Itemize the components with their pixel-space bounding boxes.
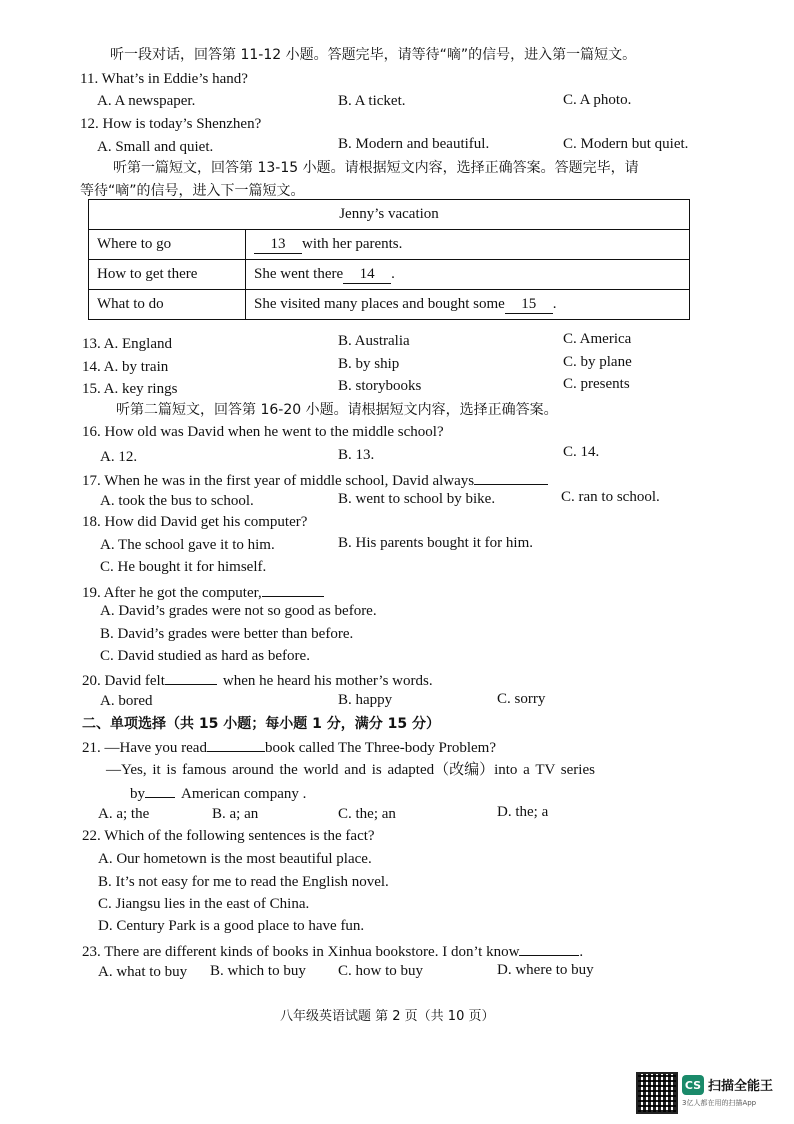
scanner-app-name: 扫描全能王	[708, 1079, 774, 1094]
q18-option-a: A. The school gave it to him.	[100, 537, 275, 553]
q17-blank	[474, 470, 548, 485]
q21-stem-post: book called The Three-body Problem?	[264, 740, 497, 756]
q11-option-a: A. A newspaper.	[97, 93, 196, 109]
table-row-label: How to get there	[89, 260, 246, 290]
q20-option-c: C. sorry	[497, 691, 546, 707]
table-row-post: .	[391, 265, 395, 282]
q23-stem-row: 23. There are different kinds of books in Xinhua bookstore. I don’t know .	[82, 941, 583, 961]
table-row-content	[246, 290, 690, 320]
q21-option-d: D. the; a	[497, 804, 549, 820]
table-row-pre: She went there	[254, 265, 344, 282]
q15-option-c: C. presents	[563, 376, 630, 392]
q20-blank	[165, 670, 217, 685]
q20-stem-post: when he heard his mother’s words.	[222, 673, 433, 689]
q23-option-d: D. where to buy	[497, 962, 594, 978]
q22-stem: 22. Which of the following sentences is the fact?	[82, 828, 375, 844]
answer-blank-14: 14	[343, 266, 391, 284]
q21-stem-pre: 21. —Have you read	[82, 740, 207, 756]
section2-title: 二、单项选择（共 15 小题；每小题 1 分，满分 15 分）	[82, 716, 440, 732]
q20-stem-row	[82, 670, 433, 690]
q19-stem-row	[82, 582, 324, 602]
q17-option-b: B. went to school by bike.	[338, 491, 496, 507]
q18-option-b: B. His parents bought it for him.	[338, 535, 533, 551]
q18-stem: 18. How did David get his computer?	[82, 514, 308, 530]
q23-option-b: B. which to buy	[210, 963, 306, 979]
q21-reply-line2	[130, 783, 306, 803]
q12-option-c: C. Modern but quiet.	[563, 136, 689, 152]
q19-option-b: B. David’s grades were better than before.	[100, 626, 354, 642]
q13-option-c: C. America	[563, 331, 632, 347]
q22-option-d: D. Century Park is a good place to have fun.	[98, 918, 365, 934]
passage1-intro-line1: 听第一篇短文，回答第 13-15 小题。请根据短文内容，选择正确答案。答题完毕，请	[113, 160, 639, 176]
q12-option-b: B. Modern and beautiful.	[338, 136, 490, 152]
q15-option-a: 15. A. key rings	[82, 381, 178, 397]
q19-stem: 19. After he got the computer,	[82, 585, 262, 601]
page-footer: 八年级英语试题 第 2 页（共 10 页）	[280, 1009, 495, 1024]
q14-option-b: B. by ship	[338, 356, 400, 372]
answer-blank-13: 13	[254, 236, 302, 254]
q20-stem-pre: 20. David felt	[82, 673, 165, 689]
qr-code-icon	[636, 1072, 678, 1114]
q22-option-c: C. Jiangsu lies in the east of China.	[98, 896, 310, 912]
q21-option-a: A. a; the	[98, 806, 150, 822]
q12-stem: 12. How is today’s Shenzhen?	[80, 116, 262, 132]
q15-option-b: B. storybooks	[338, 378, 422, 394]
q14-option-a: 14. A. by train	[82, 359, 169, 375]
jenny-vacation-table	[88, 199, 690, 320]
answer-blank-15: 15	[505, 296, 553, 314]
q11-stem: 11. What’s in Eddie’s hand?	[80, 71, 248, 87]
q23-option-a: A. what to buy	[98, 964, 188, 980]
q18-option-c: C. He bought it for himself.	[100, 559, 267, 575]
q21-option-b: B. a; an	[212, 806, 259, 822]
q11-option-c: C. A photo.	[563, 92, 632, 108]
table-row-post: with her parents.	[302, 235, 403, 252]
table-title: Jenny’s vacation	[89, 200, 690, 230]
q22-option-b: B. It’s not easy for me to read the English novel.	[98, 874, 389, 890]
q16-option-c: C. 14.	[563, 444, 600, 460]
q17-stem: 17. When he was in the first year of middle school, David always	[82, 473, 475, 489]
q20-option-a: A. bored	[100, 693, 153, 709]
table-row	[89, 230, 690, 260]
q21-blank-2	[145, 783, 175, 798]
q11-option-b: B. A ticket.	[338, 93, 406, 109]
q19-blank	[262, 582, 324, 597]
passage2-intro: 听第二篇短文，回答第 16-20 小题。请根据短文内容，选择正确答案。	[116, 402, 558, 418]
q23-blank	[519, 941, 579, 956]
table-row-label: Where to go	[89, 230, 246, 260]
q21-reply-post: American company .	[181, 786, 307, 802]
q16-stem: 16. How old was David when he went to the middle school?	[82, 424, 444, 440]
q17-stem-row	[82, 470, 548, 490]
table-row-post: .	[552, 295, 557, 312]
q14-option-c: C. by plane	[563, 354, 632, 370]
q23-option-c: C. how to buy	[338, 963, 424, 979]
q21-reply-pre: by	[130, 786, 145, 802]
table-row-content	[246, 230, 690, 260]
camscanner-logo-icon: CS	[682, 1075, 704, 1095]
table-row-pre: She visited many places and bought some	[254, 295, 505, 312]
q13-option-a: 13. A. England	[82, 336, 172, 352]
q17-option-a: A. took the bus to school.	[100, 493, 254, 509]
q19-option-c: C. David studied as hard as before.	[100, 648, 310, 664]
q16-option-a: A. 12.	[100, 449, 138, 465]
q20-option-b: B. happy	[338, 692, 393, 708]
scanner-tagline: 3亿人都在用的扫描App	[682, 1099, 757, 1107]
q12-option-a: A. Small and quiet.	[97, 139, 214, 155]
q16-option-b: B. 13.	[338, 447, 375, 463]
q21-reply-line1: —Yes, it is famous around the world and is adapted（改编）into a TV series	[106, 762, 595, 778]
listening-intro: 听一段对话，回答第 11-12 小题。答题完毕，请等待“嘀”的信号，进入第一篇短文。	[110, 47, 637, 63]
table-row-content	[246, 260, 690, 290]
table-row	[89, 290, 690, 320]
table-row-label: What to do	[89, 290, 246, 320]
q22-option-a: A. Our hometown is the most beautiful place.	[98, 851, 372, 867]
q23-stem: 23. There are different kinds of books in Xinhua bookstore. I don’t know	[82, 944, 520, 960]
passage1-intro-line2: 等待“嘀”的信号，进入下一篇短文。	[80, 183, 305, 199]
table-row	[89, 260, 690, 290]
q21-blank-1	[207, 737, 265, 752]
q21-stem-row	[82, 737, 496, 757]
q13-option-b: B. Australia	[338, 333, 410, 349]
q19-option-a: A. David’s grades were not so good as before.	[100, 603, 377, 619]
q17-option-c: C. ran to school.	[561, 489, 660, 505]
q21-option-c: C. the; an	[338, 806, 396, 822]
